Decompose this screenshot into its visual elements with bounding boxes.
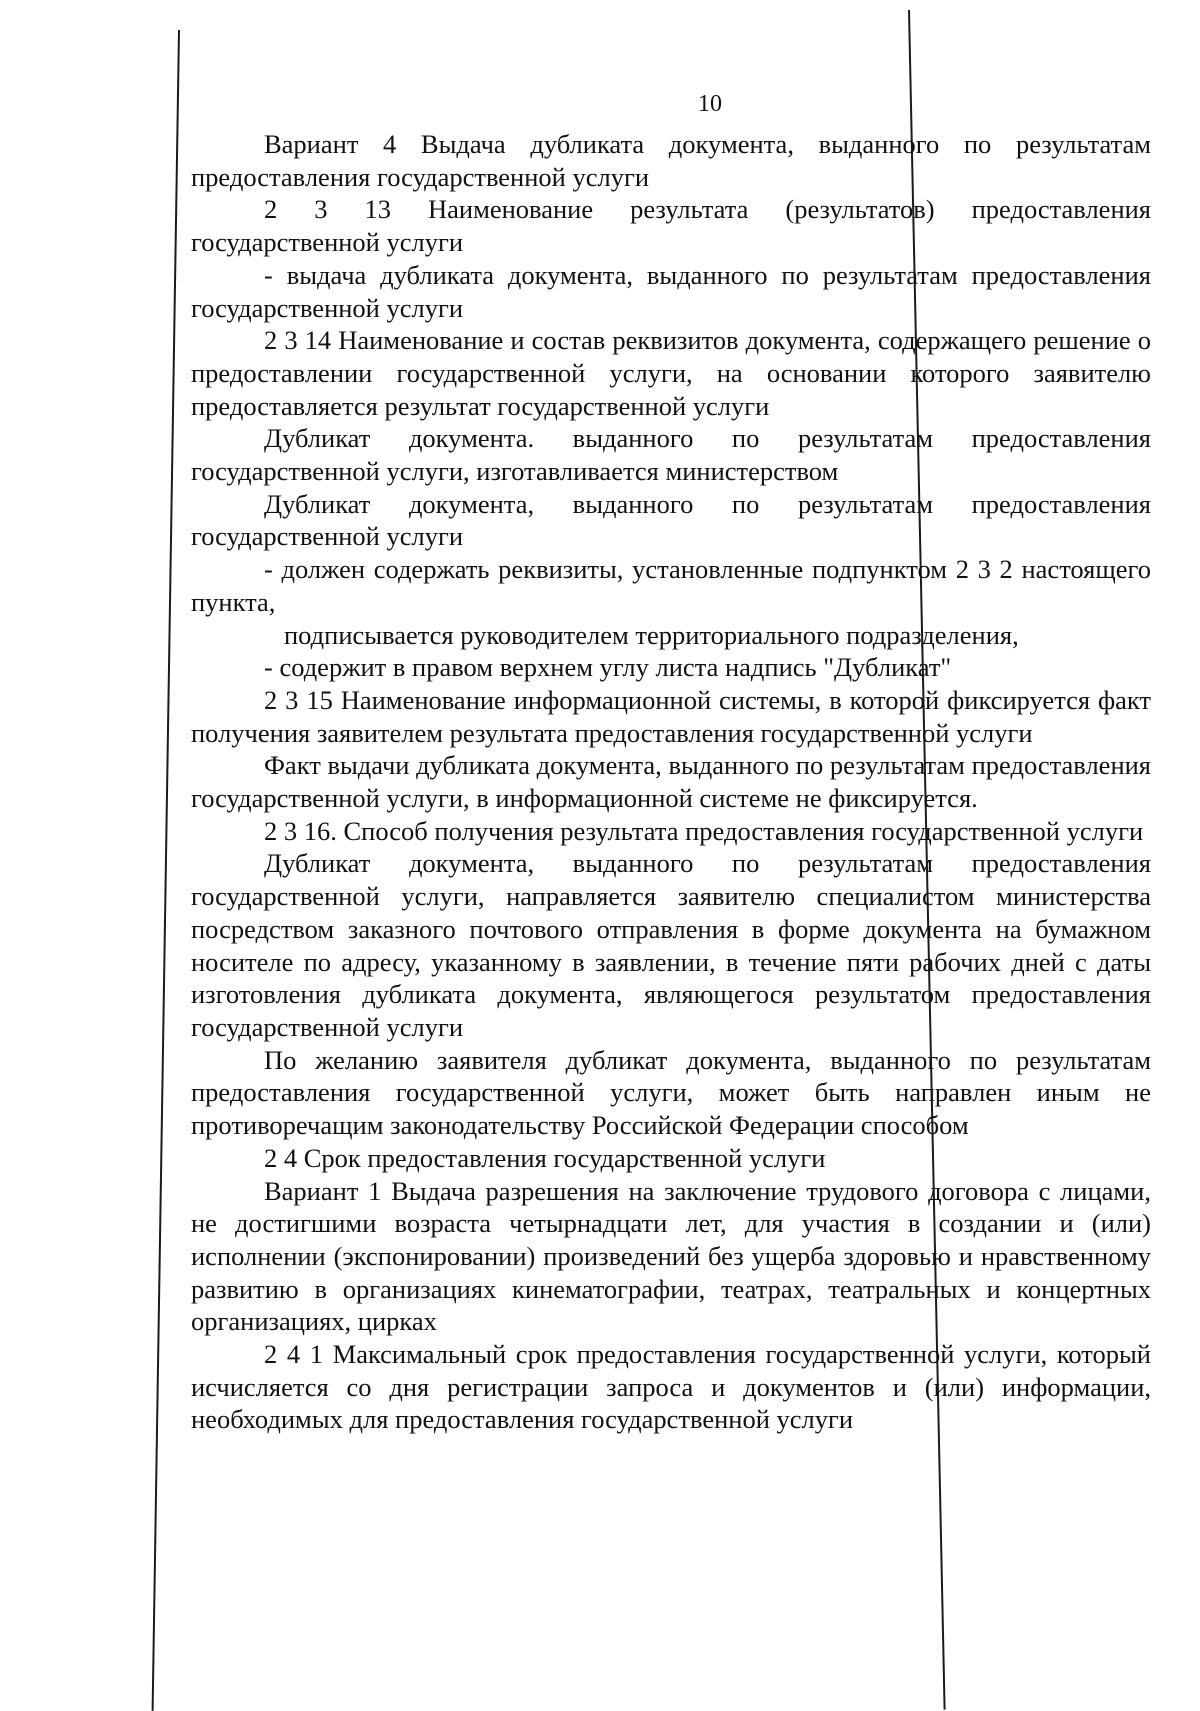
paragraph-duplicate-requisites: Дубликат документа, выданного по результатам предоставления государственной услуги — [191, 488, 1151, 552]
paragraph-signed: подписывается руководителем территориального подразделения, — [284, 619, 1019, 650]
page-number: 10 — [698, 91, 722, 117]
paragraph-2-3-14: 2 3 14 Наименование и состав реквизитов документа, содержащего решение о предоставлении государственной услуги, на основании которого заявителю предоставляется результат государственной услуги — [191, 325, 1151, 421]
paragraph-other-method: По желанию заявителя дубликат документа, выданного по результатам предоставления государственной услуги, может быть направлен иным не противоречащим законодательству Российской Федерации способом — [191, 1044, 1151, 1141]
scan-artifact-line-left — [152, 30, 180, 1711]
paragraph-2-3-16: 2 3 16. Способ получения результата предоставления государственной услуги — [264, 815, 1144, 846]
paragraph-inscription: - содержит в правом верхнем углу листа надпись "Дубликат" — [264, 652, 952, 683]
paragraph-variant-4: Вариант 4 Выдача дубликата документа, выданного по результатам предоставления государственной услуги — [191, 129, 1151, 192]
paragraph-sent-by-mail: Дубликат документа, выданного по результатам предоставления государственной услуги, направляется заявителю специалистом министерства посредством заказного почтового отправления в форме документа на бумажном носителе по адресу, указанному в заявлении, в течение пяти рабочих дней с даты изготовления дубликата документа, являющегося результатом предоставления государственной услуги — [191, 848, 1151, 1042]
paragraph-2-4-1: 2 4 1 Максимальный срок предоставления государственной услуги, который исчисляется со дня регистрации запроса и документов и (или) информации, необходимых для предоставления государственной услуги — [191, 1339, 1151, 1435]
paragraph-2-3-15: 2 3 15 Наименование информационной системы, в которой фиксируется факт получения заявителем результата предоставления государственной услуги — [191, 684, 1151, 748]
paragraph-2-3-13: 2 3 13 Наименование результата (результатов) предоставления государственной услуги — [191, 194, 1151, 258]
paragraph-duplicate-issue: - выдача дубликата документа, выданного по результатам предоставления государственной услуги — [191, 259, 1151, 323]
paragraph-must-contain: - должен содержать реквизиты, установленные подпунктом 2 3 2 настоящего пункта, — [191, 554, 1151, 617]
paragraph-duplicate-made: Дубликат документа. выданного по результатам предоставления государственной услуги, изготавливается министерством — [191, 423, 1151, 487]
paragraph-not-recorded: Факт выдачи дубликата документа, выданного по результатам предоставления государственной услуги, в информационной системе не фиксируется. — [191, 750, 1151, 814]
paragraph-2-4: 2 4 Срок предоставления государственной услуги — [264, 1142, 826, 1173]
paragraph-variant-1: Вариант 1 Выдача разрешения на заключение трудового договора с лицами, не достигшими возраста четырнадцати лет, для участия в создании и (или) исполнении (экспонировании) произведений без ущерба здоровью и нравственному развитию в организациях кинематографии, театрах, театральных и концертных организациях, цирках — [191, 1175, 1151, 1337]
document-body — [191, 128, 1151, 1436]
